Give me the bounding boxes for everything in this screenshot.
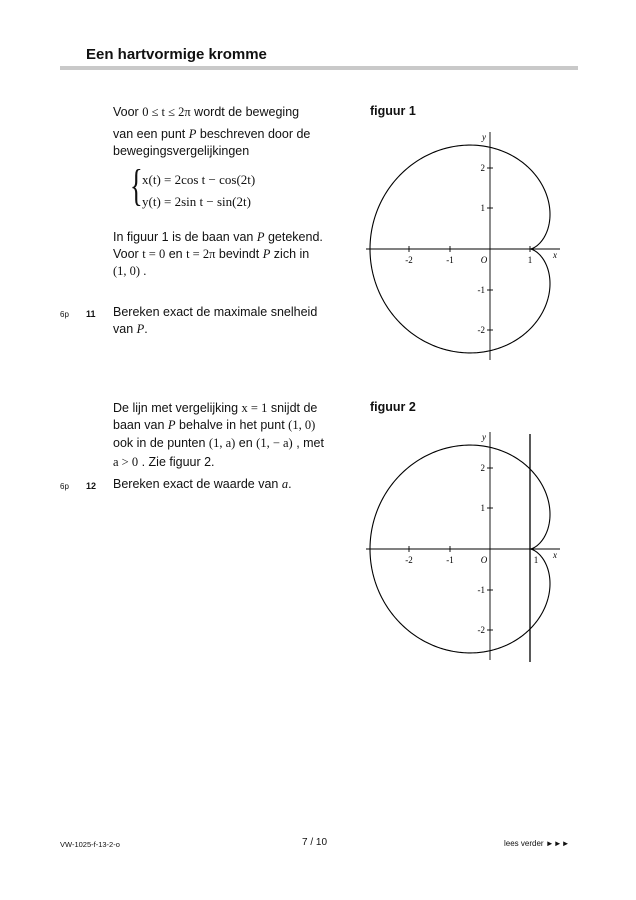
q12-number: 12 <box>86 481 97 491</box>
y-tick-label: -1 <box>477 285 485 295</box>
q11-line-1: Bereken exact de maximale snelheid <box>113 305 318 319</box>
q12-points: 6p <box>60 482 69 491</box>
footer-next: lees verder ►►► <box>504 839 570 848</box>
q11-points: 6p <box>60 310 69 319</box>
equation-x: x(t) = 2cos t − cos(2t) <box>142 172 256 187</box>
intro-desc-2: Voor t = 0 en t = 2π bevindt P zich in <box>113 247 310 261</box>
y-tick-label: 2 <box>480 463 485 473</box>
origin-label: O <box>480 255 488 265</box>
intro-line-1: Voor 0 ≤ t ≤ 2π wordt de beweging <box>113 105 300 119</box>
equation-system <box>130 161 290 214</box>
intro-desc-3: (1, 0) . <box>113 264 147 278</box>
x-axis-label: x <box>553 250 557 260</box>
origin-label: O <box>480 555 488 565</box>
figure-2-label: figuur 2 <box>370 400 416 414</box>
figure-2-axes <box>366 432 560 660</box>
y-tick-label: 2 <box>480 163 485 173</box>
intro-line-3: bewegingsvergelijkingen <box>113 144 250 158</box>
brace: { <box>130 161 143 210</box>
y-tick-label: -1 <box>477 585 485 595</box>
y-tick-label: 1 <box>480 203 485 213</box>
x-axis-label: x <box>553 550 557 560</box>
figure-1-axes <box>366 132 560 360</box>
y-tick-label: -2 <box>477 625 485 635</box>
equation-y: y(t) = 2sin t − sin(2t) <box>142 194 251 209</box>
part2-line-4: a > 0 . Zie figuur 2. <box>113 455 215 469</box>
footer-code: VW-1025-f-13-2-o <box>60 840 120 849</box>
x-tick-label: 1 <box>527 255 533 265</box>
x-tick-label: -1 <box>446 255 454 265</box>
x-tick-label: -2 <box>405 255 413 265</box>
y-axis-label: y <box>482 432 486 442</box>
q11-number: 11 <box>86 309 96 319</box>
x-tick-label: 1 <box>533 555 539 565</box>
part2-line-2: baan van P behalve in het punt (1, 0) <box>113 418 316 432</box>
part2-line-3: ook in de punten (1, a) en (1, − a) , met <box>113 436 324 450</box>
footer-page-number: 7 / 10 <box>302 837 328 848</box>
figure-1 <box>360 128 570 364</box>
page-title: Een hartvormige kromme <box>86 46 267 63</box>
intro-line-2: van een punt P beschreven door de <box>113 127 311 141</box>
title-divider <box>60 66 578 70</box>
figure-2 <box>360 428 570 664</box>
x-tick-label: -1 <box>446 555 454 565</box>
q11-line-2: van P. <box>113 322 148 336</box>
part2-line-1: De lijn met vergelijking x = 1 snijdt de <box>113 401 318 415</box>
y-axis-label: y <box>482 132 486 142</box>
x-tick-label: -2 <box>405 555 413 565</box>
y-tick-label: 1 <box>480 503 485 513</box>
intro-desc-1: In figuur 1 is de baan van P getekend. <box>113 230 323 244</box>
figure-1-label: figuur 1 <box>370 104 416 118</box>
q12-text: Bereken exact de waarde van a. <box>113 477 292 491</box>
y-tick-label: -2 <box>477 325 485 335</box>
